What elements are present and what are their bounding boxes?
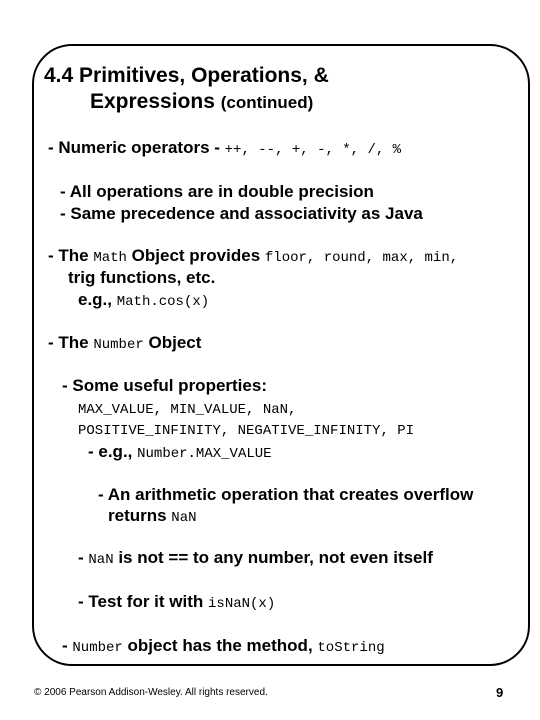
tostring-number-code: Number <box>72 640 123 656</box>
eg2-code: Number.MAX_VALUE <box>137 446 272 462</box>
slide-title-main: Expressions <box>90 90 215 113</box>
slide-title-line2 <box>90 90 313 115</box>
properties-line2: POSITIVE_INFINITY, NEGATIVE_INFINITY, PI <box>78 423 415 439</box>
bullet-tostring <box>62 636 385 658</box>
example-math-cos <box>78 290 209 312</box>
eg2-label: - e.g., <box>88 442 138 461</box>
slide-title-line1: 4.4 Primitives, Operations, & <box>44 64 329 87</box>
isnan-code: isNaN(x) <box>208 596 276 612</box>
bullet-nan-not-equal <box>78 548 433 570</box>
eg1-code: Math.cos(x) <box>116 294 210 310</box>
math-code: Math <box>93 250 127 266</box>
bullet-overflow: - An arithmetic operation that creates overflow <box>98 485 474 504</box>
bullet-overflow-returns <box>108 506 197 528</box>
number-code: Number <box>93 337 144 353</box>
bullet-math-object <box>48 246 458 268</box>
nan-code: NaN <box>88 552 114 568</box>
tostring-dash: - <box>62 636 73 655</box>
bullet-precedence: - Same precedence and associativity as Java <box>60 204 423 223</box>
bullet-double-precision: - All operations are in double precision <box>60 182 374 201</box>
numeric-label: - Numeric operators - <box>48 138 225 157</box>
copyright-footer: © 2006 Pearson Addison-Wesley. All rights reserved. <box>34 687 268 698</box>
number-suffix: Object <box>143 333 202 352</box>
tostring-text: object has the method, <box>122 636 318 655</box>
bullet-numeric-operators <box>48 138 401 160</box>
number-prefix: - The <box>48 333 94 352</box>
math-prefix: - The <box>48 246 94 265</box>
properties-line1: MAX_VALUE, MIN_VALUE, NaN, <box>78 402 297 418</box>
page-number: 9 <box>496 685 504 700</box>
math-methods-code: floor, round, max, min, <box>264 250 459 266</box>
nan-dash: - <box>78 548 89 567</box>
nan-text: is not == to any number, not even itself <box>113 548 433 567</box>
bullet-trig: trig functions, etc. <box>68 268 216 287</box>
slide-title-continued: (continued) <box>220 93 314 112</box>
overflow-nan-code: NaN <box>171 510 197 526</box>
eg1-label: e.g., <box>78 290 117 309</box>
tostring-method-code: toString <box>317 640 385 656</box>
bullet-useful-properties: - Some useful properties: <box>62 376 267 395</box>
overflow-returns-text: returns <box>108 506 172 525</box>
example-max-value <box>88 442 272 464</box>
numeric-ops-code: ++, --, +, -, *, /, % <box>224 142 402 158</box>
math-mid: Object provides <box>126 246 265 265</box>
bullet-number-object <box>48 333 201 355</box>
bullet-isnan <box>78 592 275 614</box>
isnan-text: - Test for it with <box>78 592 209 611</box>
